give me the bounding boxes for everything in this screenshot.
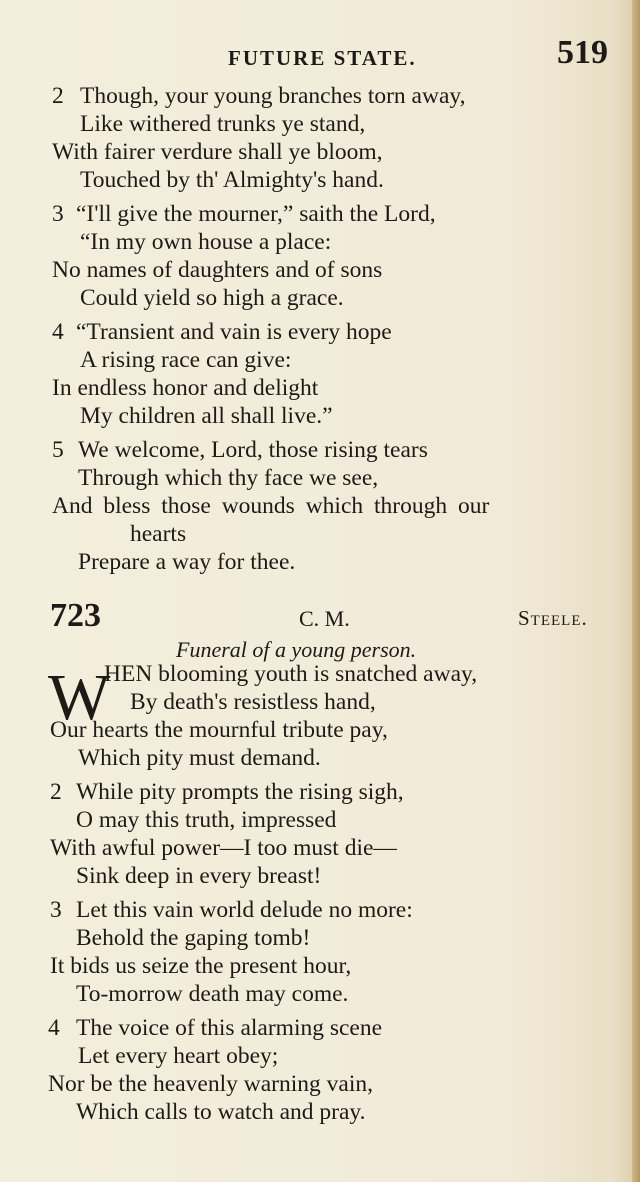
verse-line: Like withered trunks ye stand, [80, 111, 366, 137]
verse-line: To-morrow death may come. [76, 981, 349, 1007]
verse-line: With awful power—I too must die— [50, 835, 397, 861]
verse-line: Prepare a way for thee. [78, 549, 296, 575]
verse-number: 5 [52, 437, 64, 463]
verse-line: Behold the gaping tomb! [76, 925, 311, 951]
verse-line: HEN blooming youth is snatched away, [104, 661, 478, 687]
verse-line: The voice of this alarming scene [76, 1015, 383, 1041]
verse-line: Touched by th' Almighty's hand. [80, 167, 384, 193]
verse-line: Our hearts the mournful tribute pay, [50, 717, 388, 743]
verse-line: Nor be the heavenly warning vain, [48, 1071, 373, 1097]
verse-line: Which pity must demand. [78, 745, 321, 771]
verse-line: Through which thy face we see, [78, 465, 379, 491]
verse-line: A rising race can give: [80, 347, 292, 373]
verse-line: In endless honor and delight [52, 375, 319, 401]
running-title: FUTURE STATE. [228, 46, 417, 70]
verse-number: 3 [50, 897, 62, 923]
verse-line: My children all shall live.” [80, 403, 333, 429]
drop-cap: W [48, 661, 111, 734]
page-edge [632, 0, 640, 1182]
verse-number: 2 [50, 779, 62, 805]
verse-number: 2 [52, 83, 64, 109]
verse-line: And bless those wounds which through our [52, 493, 490, 519]
verse-line: “I'll give the mourner,” saith the Lord, [76, 201, 436, 227]
hymn-number: 723 [50, 597, 101, 634]
verse-number: 3 [52, 201, 64, 227]
hymn-meter: C. M. [299, 606, 350, 631]
page-header [0, 34, 640, 84]
verse-line: We welcome, Lord, those rising tears [78, 437, 428, 463]
verse-line: Could yield so high a grace. [80, 285, 344, 311]
page-number: 519 [557, 34, 608, 71]
verse-line: Though, your young branches torn away, [80, 83, 466, 109]
verse-line: “Transient and vain is every hope [76, 319, 392, 345]
hymn-author: Steele. [518, 606, 588, 630]
verse-line: Sink deep in every breast! [76, 863, 322, 889]
verse-line: While pity prompts the rising sigh, [76, 779, 404, 805]
verse-line: “In my own house a place: [80, 229, 332, 255]
verse-line: Let this vain world delude no more: [76, 897, 413, 923]
verse-number: 4 [52, 319, 64, 345]
verse-line: Let every heart obey; [78, 1043, 279, 1069]
verse-line: It bids us seize the present hour, [50, 953, 352, 979]
verse-line: No names of daughters and of sons [52, 257, 383, 283]
verse-line: O may this truth, impressed [76, 807, 337, 833]
verse-line: Which calls to watch and pray. [76, 1099, 366, 1125]
verse-line: With fairer verdure shall ye bloom, [52, 139, 383, 165]
hymn-subtitle: Funeral of a young person. [176, 637, 417, 662]
verse-line: hearts [130, 521, 187, 547]
verse-line: By death's resistless hand, [130, 689, 376, 715]
verse-number: 4 [48, 1015, 60, 1041]
